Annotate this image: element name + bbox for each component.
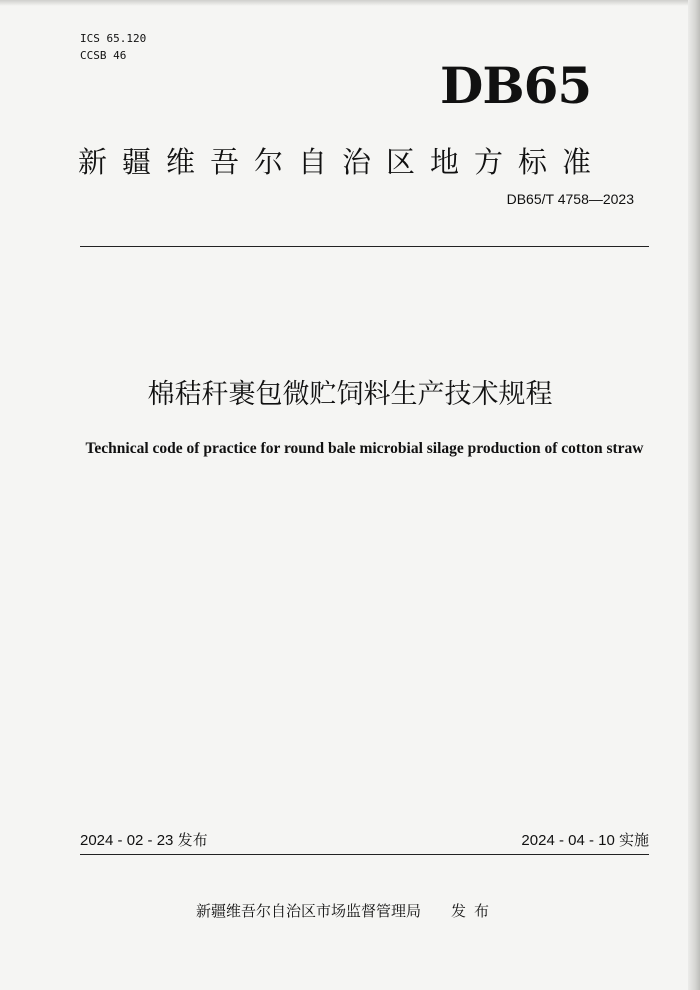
- scan-right-edge: [688, 0, 700, 990]
- document-title-english: Technical code of practice for round bale microbial silage production of cotton straw: [85, 440, 644, 457]
- publisher-label: 发布: [451, 902, 498, 920]
- ccs-code: CCSB 46: [80, 49, 127, 62]
- standard-number: DB65/T 4758—2023: [506, 191, 634, 207]
- ics-code: ICS 65.120: [80, 32, 147, 45]
- publisher-line: [196, 900, 497, 922]
- document-title-chinese: 棉秸秆裹包微贮饲料生产技术规程: [147, 379, 553, 410]
- bottom-divider: [80, 854, 649, 855]
- publisher-name: 新疆维吾尔自治区市场监督管理局: [196, 902, 422, 920]
- top-divider: [80, 246, 649, 247]
- db65-logo: DB65: [440, 56, 592, 115]
- org-title: 新疆维吾尔自治区地方标准: [78, 145, 607, 179]
- scan-top-shadow: [0, 0, 700, 6]
- issue-date: 2024 - 02 - 23 发布: [80, 832, 208, 849]
- classification-codes: [80, 30, 146, 64]
- implementation-date: 2024 - 04 - 10 实施: [521, 832, 649, 849]
